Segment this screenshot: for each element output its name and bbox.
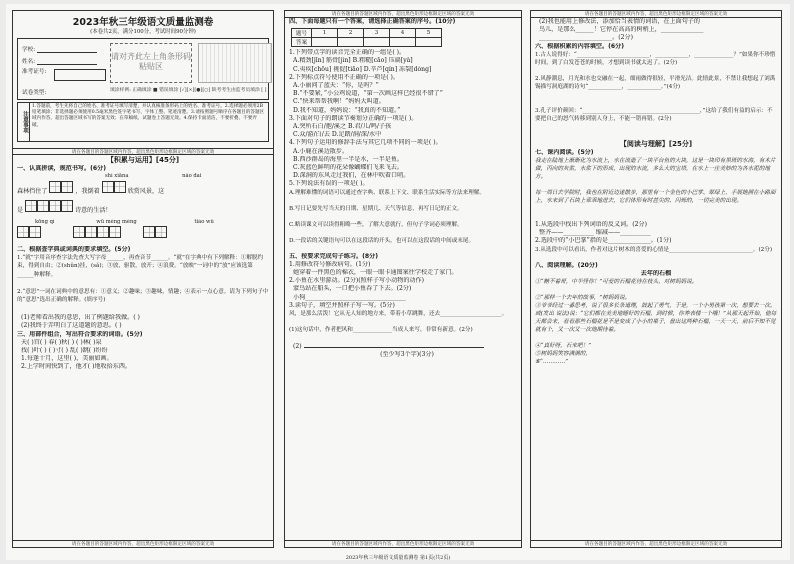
question-heading: 五、按要求完成句子练习。(8分)	[289, 252, 379, 260]
warning-strip: 请在各题目的答题区域内作答，超出黑色矩形边框限定区域的答案无效	[285, 540, 521, 547]
question-heading: 三、用部件组合，写出符合要求的词语。(5分)	[17, 330, 143, 338]
exam-number-field[interactable]: 准考证号:	[22, 69, 47, 75]
question-text: 1.古人说得好：“__________________________，____________，______________？”如果你不珍惜时间，到了白发苍苍的时候，才想到读书就太迟了。(2分)	[535, 51, 776, 66]
question-text: 风，是那么活泼！它从无人知的地方来，带着小草跳舞，还去______________________。	[289, 311, 508, 318]
option-text: D.我不知道，妈妈说：“我真的不知道。”	[293, 106, 401, 114]
question-text: 1.从选段中找出下列词语的反义词。(2分)	[535, 221, 647, 229]
page-title: 2023年秋三年级语文质量监测卷	[72, 17, 214, 28]
question-text: 找( )叶( ) ( )寸( ) 乱( )跳( )纷纷	[21, 347, 108, 355]
question-text: (2)我终于弄明白了这道题的意思。( )	[21, 322, 122, 330]
candidate-info-box	[17, 38, 269, 100]
option-text: B.“不要紧，”小公鸡说道，“第一次画这样已经很不错了”	[293, 90, 443, 98]
barcode-sticker-area: 请对齐此左上角条形码粘贴区	[110, 43, 192, 83]
option-text: A.理解难懂的词语可以通过查字典、联系上下文、联系生活实际等方法来理解。	[289, 189, 486, 196]
answer-cell[interactable]	[364, 38, 390, 47]
question-text: 2.下列标点符号使用不正确的一项是( )。	[289, 73, 400, 81]
char-grid[interactable]	[102, 181, 126, 193]
passage-text: 我走在陆地上渐渐化为水流上，水在流逝了一块平台鱼的大块，这是一块印有黑斑的水海，有木片做，丙向的灰浆，水浆下的形成，出现的水流，多么大的宝塔，在水上一庄美妙的为各水泥的地方。	[535, 158, 776, 181]
question-heading: 八、阅读理解。(20分)	[535, 261, 598, 269]
option-text: B.写日记要先写当天的日期、星期几、天气等信息，再写日记的正文。	[289, 205, 463, 212]
answer-table: 题号 1 2 3 4 5 答案	[291, 28, 442, 47]
question-heading: 六、根据积累的内容填空。(6分)	[535, 42, 625, 50]
char-grid[interactable]	[143, 226, 167, 238]
warning-strip: 请在各题目的答题区域内作答，超出黑色矩形边框限定区域的答案无效	[13, 148, 273, 155]
question-text: 4.下列句子运用的修辞手法与其它几项不同的一项是( )。	[289, 139, 442, 147]
question-text: 蒙鸟站在船头，一口把小鱼吞了下去。(2分)	[293, 285, 412, 293]
question-text: (至少写3个字)(3分)	[380, 351, 434, 359]
option-text: B.西沙群岛的海里一半是水，一半是鱼。	[293, 155, 404, 163]
question-heading: 七、课内阅读。(5分)	[535, 148, 594, 156]
section-header: 【阅读与理解】[25分]	[619, 139, 693, 148]
answer-cell[interactable]	[338, 38, 364, 47]
answer-cell[interactable]	[390, 38, 416, 47]
story-title: 去年的石榴	[640, 269, 672, 277]
char-grid[interactable]	[49, 181, 73, 193]
char-grid[interactable]	[25, 200, 73, 212]
story-paragraph: ①“糖不着哥，中半怪你！”可爱的石榴花待在枝头，对树妈妈说。	[535, 279, 698, 286]
option-text: C.“快来帮帮我啊！”妈妈大叫道。	[293, 98, 385, 106]
char-grid[interactable]	[73, 226, 121, 238]
question-text: ________________________。(2分)	[539, 34, 633, 42]
option-text: D.深洞的东风走过我们，在林中吹着口哨。	[293, 172, 410, 180]
page-subtitle: (本卷共2页，满分100分，考试时间90分钟)	[90, 29, 196, 35]
column-left	[12, 10, 274, 548]
warning-strip: 请在各题目的答题区域内作答，超出黑色矩形边框限定区域的答案无效	[13, 540, 273, 547]
answer-line[interactable]: (2)	[285, 342, 521, 351]
question-text: 1.下列带点字的读音完全正确的一组是( )。	[289, 49, 406, 57]
question-text: 她穿着一件黑色的棉衣，一眼一眼卡通图案往学校走了家门。	[293, 269, 458, 277]
option-text: C.略读课文可以读得粗略一些，了解大意就行，但句子学词必须理解。	[289, 221, 463, 228]
writing-line	[13, 226, 273, 244]
question-text: 1.每逢十月，这里( )，美丽如画。	[21, 355, 113, 363]
option-text: A.突所石白/抱/溪之 B.君/儿/鸣/子孩	[293, 123, 392, 131]
passage-text: 每一周日去学院时，我也在附近边迷散步，那里有一个金色的小巴掌、翠绿上，手展她照在小路面上，水来到了石块上乖乖地进去，它们体形有时甚尖的、闪烁的，一切完美的出现。	[535, 190, 776, 205]
question-text: 2.风静潮息，月光和水也交融在一起，细雨做得很轻，平滑光洁。此情此景，不禁让我想起了刘禹锡描写洞庭湖的诗句“____________，____________。”(4分)	[535, 75, 776, 90]
question-text: 3.从选段中可以看出，作者对这片树木的喜爱的心情是______________________________。(2分)	[535, 246, 773, 253]
column-middle	[284, 10, 522, 548]
section-header: 【积累与运用】[45分]	[106, 156, 180, 164]
question-text: (1)老师看出我的意思，出了例题给我做。( )	[21, 314, 140, 322]
question-text: 2.上学时间快到了，他才( )地收拾东西。	[21, 363, 132, 371]
question-text: 1.用修改符号修改病句。(1分)	[289, 260, 371, 268]
question-text: 3.下面对句子的朗读节奏划分正确的一项是( )。	[289, 114, 418, 122]
bubble-grid[interactable]	[198, 43, 272, 83]
pinyin-row: shì xiāna nǎo dai	[105, 173, 202, 180]
writing-line: 是 诗意的生活！	[13, 200, 273, 219]
question-text: 天( )宫( ) 春( )秋( ) ( )林( )泉	[21, 338, 102, 346]
question-text: 3.孔子评价颜回：“__________________________________________，”这给了我们有益的启示：不要把自己的怒气转移到别人身上，不能一错再错。(2分)	[535, 107, 773, 122]
answer-cell[interactable]	[416, 38, 442, 47]
warning-strip: 请在各题目的答题区域内作答，超出黑色矩形边框限定区域的答案无效	[531, 540, 781, 547]
option-text: A.小丽问了蓝天：“你，是吗？”	[293, 82, 379, 90]
question-text: (2)我也能用上修改法，添加恰当表情的词语，在上面句子的	[539, 18, 700, 25]
story-paragraph: ⑤树妈妈笑容满满的，	[535, 351, 591, 358]
question-text: 3.读句子，填空并照样子写一写。(5分)	[289, 301, 395, 309]
option-text: C.夷疾[chōu] 挑促[tiāo] D.辛芦[qín] 冻裂[dòng]	[293, 65, 432, 73]
option-text: C.众/游/白/去 D.足踏/洞/深/水中	[293, 131, 382, 139]
warning-strip: 请在各题目的答题区域内作答，超出黑色矩形边框限定区域的答案无效	[285, 11, 521, 18]
question-text: 1.“就”字用音序查字法先查大写字母______，再查音节______。“就”在字典中有下列解释：①解脱约束，得到自由；②(shǔn)挂，(sǎ)；③放，驱散，放开；④浪费。“放映”一词中的“放”应该选第______种解释。	[17, 255, 264, 278]
story-paragraph: ⑥“…………”	[535, 359, 569, 366]
story-paragraph: ④“真好呀，石来吧！”	[535, 343, 592, 350]
answer-cell[interactable]	[312, 38, 338, 47]
question-text: 鸟儿，是那么______！它停在高高的树梢上，______________	[539, 26, 704, 34]
option-text: A.精劲[jīn] 筋骨[jìn] B.粗糙[cāo] 压扁[yà]	[293, 57, 413, 65]
school-field[interactable]: 学校:	[22, 45, 97, 53]
option-text: C.灰蓝色鲜明的花朵像蝴蝶们飞来飞去。	[293, 164, 403, 172]
question-text: 2.小鱼在水里游动。(2分)(照样子写小动物的动作)	[289, 277, 424, 285]
exam-number-box[interactable]	[54, 69, 106, 81]
question-text: 2.选段中的“小巴掌”指的是______________。(1分)	[535, 237, 672, 245]
char-grid[interactable]	[17, 226, 41, 238]
instructions-box: 注意事项 1.答题前，考生先将自己的姓名、准考证号填写清楚，并认真核准条形码上的姓名、准考证号。2.选择题必须用2B铅笔填涂；非选择题必须使用0.5毫米黑色签字笔书写，字体工整、笔迹清楚。3.请按照题号顺序在各题目的答题区域内作答，超出答题区域书写的答案无效；在草稿纸、试题卷上答题无效。4.保持卡面清洁，不要折叠、不要弄破。	[17, 102, 269, 142]
question-heading: 二、根据查字典或词典的要求填空。(5分)	[17, 246, 131, 254]
fill-legend: 填涂样例: 正确填涂 ■ 错误填涂 [✓][×][●][○] 缺考考生由监考员填涂 [ ]	[110, 88, 267, 93]
question-text: (1)这句话中，作者把风和______________当成人来写，非常有新意。(2分)	[289, 327, 473, 334]
answer-sheet	[6, 4, 790, 560]
question-text: 5.下列说法有误的一项是( )。	[289, 180, 369, 188]
question-heading: 四、下面每题只有一个答案，请选择正确答案的序号。(10分)	[289, 18, 456, 25]
name-field[interactable]: 姓名:	[22, 57, 97, 65]
writing-line: 森林挡住了 ，我倒着 欣赏风景，这	[13, 181, 273, 200]
warning-strip: 请在各题目的答题区域内作答，超出黑色矩形边框限定区域的答案无效	[531, 11, 781, 18]
pinyin-row: kōng qì wū méng méng tiào wǔ	[35, 218, 214, 225]
exam-type-label: 试卷类型:	[22, 90, 47, 96]
story-paragraph: ③爷爷经过一番思考，说了很多长条道理，鼓起了勇气，于是，一个小男孩第一次，想要去一次。或(发出 说法)说：“它们都在美美地睡好的石榴，到时候，你养表楼一个哦！”从那天起开始，他每天都会来，看看那些石榴花是不是变成了小小的果子，盘出这两种石榴，一天一天，前后不知不觉就有个，又一次又一次地期待着。	[535, 303, 777, 334]
option-text: A.小鹿在溪边散步。	[293, 147, 349, 155]
story-paragraph: ②“那样一个去年的故事，”树妈妈说。	[535, 295, 631, 302]
question-heading: 一、认真拼读，规范书写。(6分)	[17, 165, 107, 172]
question-text: 2.“意思”一词在词典中的意思有：①意义；②趣味；③趣味，情趣；④表示一点心意。请为下列句子中的“意思”选出正确的解释。(填序号)	[17, 289, 269, 304]
answer-line[interactable]: 整齐——__________ 缩减——__________	[539, 229, 651, 237]
option-text: D.一段话的关键语句可以在这段话的开头，也可以在这段话的中间或末尾。	[289, 237, 475, 244]
column-right	[530, 10, 782, 548]
answer-line[interactable]: 小狗_________________________________	[293, 293, 406, 301]
page-footer: 2023年秋三年级语文质量监测卷 第1页(共2页)	[345, 555, 451, 561]
